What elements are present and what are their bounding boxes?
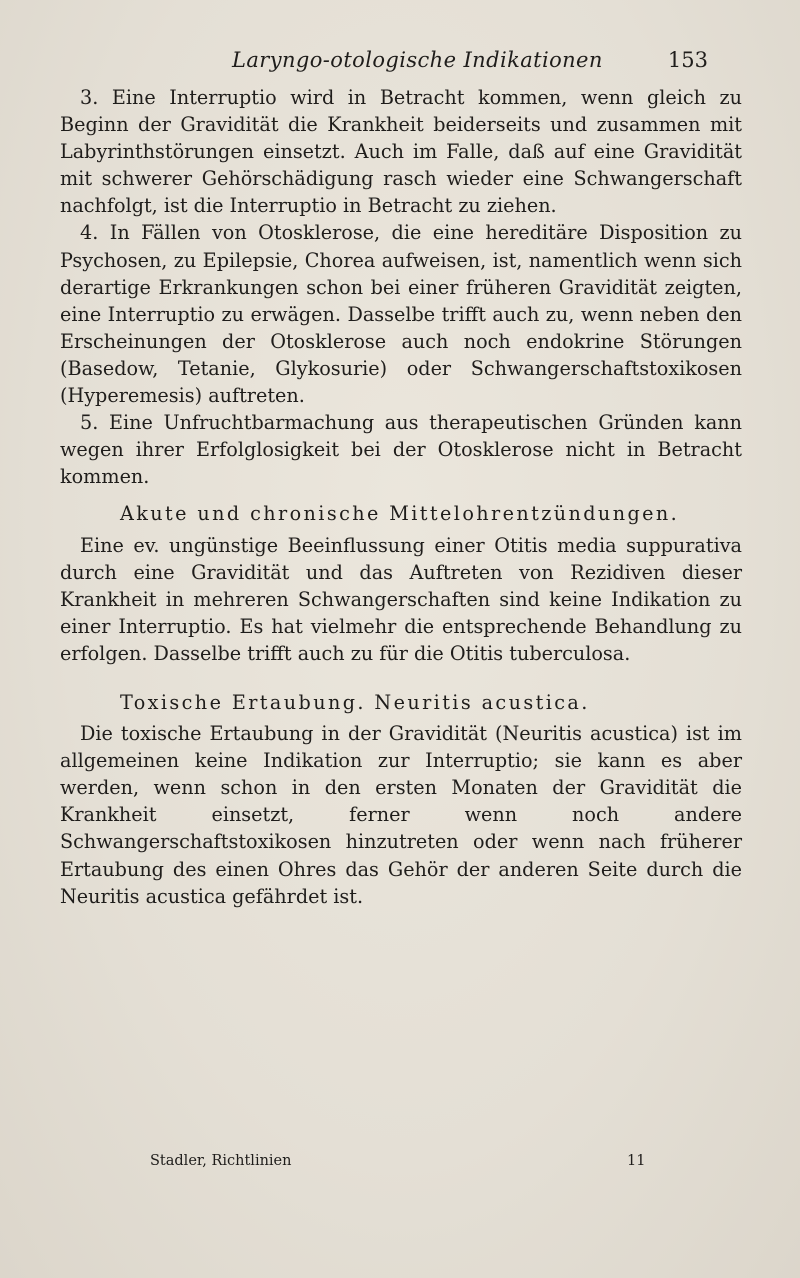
section-heading-toxic-deafness: Toxische Ertaubung. Neuritis acustica. bbox=[120, 690, 590, 714]
paragraph-point-5: 5. Eine Unfruchtbarmachung aus therapeutischen Gründen kann wegen ihrer Erfolglosigkeit bei der Otosklerose nicht in Betracht kommen. bbox=[60, 411, 742, 489]
main-text bbox=[60, 84, 742, 910]
running-header bbox=[0, 48, 800, 78]
section-heading-otitis: Akute und chronische Mittelohrentzündungen. bbox=[120, 502, 680, 526]
signature-line: Stadler, Richtlinien bbox=[150, 1153, 292, 1169]
signature-number: 11 bbox=[627, 1153, 646, 1169]
running-title: Laryngo-otologische Indikationen bbox=[232, 48, 603, 72]
paragraph-otitis: Eine ev. ungünstige Beeinflussung einer Otitis media suppurativa durch eine Gravidität und das Auftreten von Rezidiven dieser Krankheit in mehreren Schwangerschaften sind keine Indikation zu einer Interruptio. Es hat vielmehr die entsprechende Behandlung zu erfolgen. Dasselbe trifft auch zu für die Otitis tuberculosa. bbox=[60, 533, 742, 665]
paragraph-toxic-deafness: Die toxische Ertaubung in der Gravidität (Neuritis acustica) ist im allgemeinen keine Indikation zur Interruptio; sie kann es aber werden, wenn schon in den ersten Monaten der Gravidität die Krankheit einsetzt, ferner wenn noch andere Schwangerschaftstoxikosen hinzutreten oder wenn nach früherer Ertaubung des einen Ohres das Gehör der anderen Seite durch die Neuritis acustica gefährdet ist. bbox=[60, 722, 742, 908]
paragraph-point-4: 4. In Fällen von Otosklerose, die eine hereditäre Disposition zu Psychosen, zu Epilepsie, Chorea aufweisen, ist, namentlich wenn sich derartige Erkrankungen schon bei einer früheren Gravidität zeigten, eine Interruptio zu erwägen. Dasselbe trifft auch zu, wenn neben den Erscheinungen der Otosklerose auch noch endokrine Störungen (Basedow, Tetanie, Glykosurie) oder Schwangerschaftstoxikosen (Hyperemesis) auftreten. bbox=[60, 221, 742, 408]
paragraph-point-3: 3. Eine Interruptio wird in Betracht kommen, wenn gleich zu Beginn der Gravidität die Krankheit beiderseits und zusammen mit Labyrinthstörungen einsetzt. Auch im Falle, daß auf eine Gravidität mit schwerer Gehörschädigung rasch wieder eine Schwangerschaft nachfolgt, ist die Interruptio in Betracht zu ziehen. bbox=[60, 86, 742, 218]
page-number: 153 bbox=[667, 48, 708, 72]
